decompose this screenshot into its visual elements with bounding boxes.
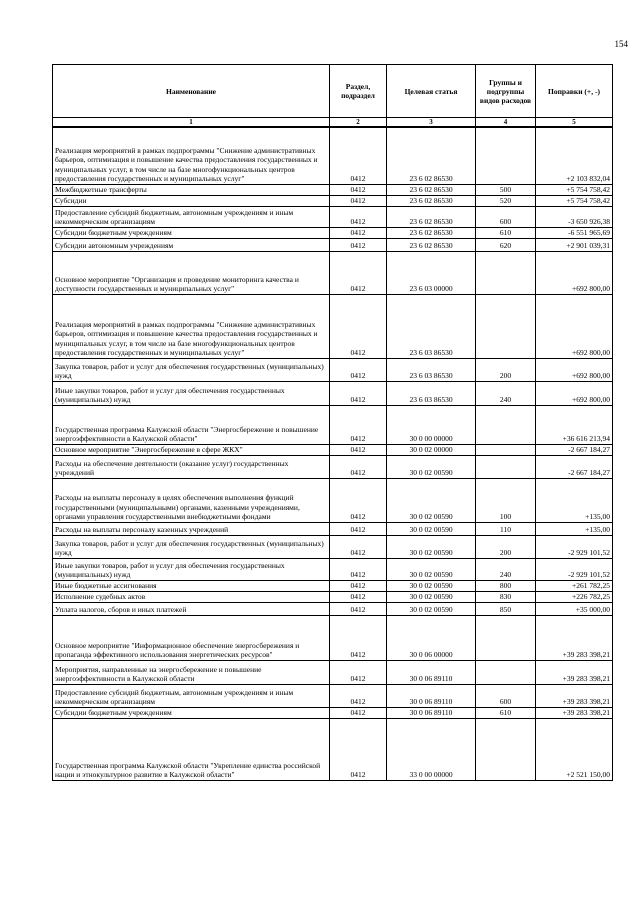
row-section: 0412 [330, 294, 387, 358]
row-section: 0412 [330, 206, 387, 227]
row-amendment-amount: +39 283 398,21 [536, 707, 613, 718]
row-amendment-amount: -2 929 101,52 [536, 558, 613, 580]
row-name: Иные бюджетные ассигнования [53, 580, 330, 591]
row-amendment-amount: -3 650 926,38 [536, 206, 613, 227]
table-row [53, 381, 613, 405]
row-target-article: 30 0 02 00590 [387, 522, 476, 535]
row-name: Расходы на выплаты персоналу казенных учреждений [53, 522, 330, 535]
row-section: 0412 [330, 184, 387, 195]
header-amendments: Поправки (+, -) [536, 65, 613, 118]
row-target-article: 23 6 02 86530 [387, 227, 476, 238]
row-name: Государственная программа Калужской области "Укрепление единства российской нации и этнокультурное развитие в Калужской области" [53, 718, 330, 780]
table-row [53, 580, 613, 591]
row-expense-group [476, 127, 536, 184]
column-number: 3 [387, 118, 476, 128]
row-section: 0412 [330, 707, 387, 718]
row-name: Основное мероприятие "Организация и проведение мониторинга качества и доступности государственных и муниципальных услуг" [53, 251, 330, 294]
row-expense-group: 830 [476, 591, 536, 602]
row-name: Основное мероприятие "Энергосбережение в сфере ЖКХ" [53, 444, 330, 455]
row-target-article: 30 0 00 00000 [387, 405, 476, 444]
row-name: Расходы на выплаты персоналу в целях обеспечения выполнения функций государственными (муниципальными) органами, казенными учреждениями, органами управления государственными внебюджетными фондами [53, 478, 330, 522]
row-expense-group [476, 718, 536, 780]
budget-amendments-table [52, 64, 613, 781]
row-expense-group [476, 251, 536, 294]
row-expense-group: 520 [476, 195, 536, 206]
row-section: 0412 [330, 381, 387, 405]
row-section: 0412 [330, 358, 387, 381]
table-header-row [53, 65, 613, 118]
page-number: 154 [614, 39, 628, 49]
table-row [53, 294, 613, 358]
row-amendment-amount: +35 000,00 [536, 602, 613, 615]
row-expense-group [476, 615, 536, 660]
row-name: Мероприятия, направленные на энергосбережение и повышение энергоэффективности в Калужской области [53, 660, 330, 684]
table-row [53, 535, 613, 558]
row-amendment-amount: +5 754 758,42 [536, 184, 613, 195]
row-target-article: 23 6 03 86530 [387, 294, 476, 358]
row-amendment-amount: +261 782,25 [536, 580, 613, 591]
table-row [53, 238, 613, 251]
row-name: Иные закупки товаров, работ и услуг для обеспечения государственных (муниципальных) нужд [53, 558, 330, 580]
row-amendment-amount: +2 521 150,00 [536, 718, 613, 780]
row-section: 0412 [330, 238, 387, 251]
row-expense-group: 610 [476, 227, 536, 238]
row-section: 0412 [330, 478, 387, 522]
row-target-article: 30 0 06 89110 [387, 707, 476, 718]
row-name: Реализация мероприятий в рамках подпрограммы "Снижение административных барьеров, оптимизация и повышение качества предоставления государственных и муниципальных услуг, в том числе на базе многофункциональных центров предоставления государственных и муниципальных услуг" [53, 127, 330, 184]
row-amendment-amount: +39 283 398,21 [536, 660, 613, 684]
row-amendment-amount: -2 667 184,27 [536, 444, 613, 455]
table-row [53, 195, 613, 206]
row-expense-group: 240 [476, 558, 536, 580]
row-name: Субсидии автономным учреждениям [53, 238, 330, 251]
column-number: 5 [536, 118, 613, 128]
row-section: 0412 [330, 535, 387, 558]
row-amendment-amount: -2 667 184,27 [536, 455, 613, 478]
row-section: 0412 [330, 405, 387, 444]
header-target-article: Целевая статья [387, 65, 476, 118]
row-target-article: 30 0 02 00590 [387, 602, 476, 615]
row-name: Реализация мероприятий в рамках подпрограммы "Снижение административных барьеров, оптимизация и повышение качества предоставления государственных и муниципальных услуг, в том числе на базе многофункциональных центров предоставления государственных и муниципальных услуг" [53, 294, 330, 358]
table-row [53, 405, 613, 444]
row-name: Закупка товаров, работ и услуг для обеспечения государственных (муниципальных) нужд [53, 535, 330, 558]
row-target-article: 23 6 02 86530 [387, 206, 476, 227]
row-expense-group [476, 294, 536, 358]
row-target-article: 30 0 02 00590 [387, 591, 476, 602]
row-amendment-amount: +2 901 039,31 [536, 238, 613, 251]
row-amendment-amount: +135,00 [536, 478, 613, 522]
row-target-article: 30 0 02 00000 [387, 444, 476, 455]
table-row [53, 251, 613, 294]
row-section: 0412 [330, 580, 387, 591]
table-row [53, 684, 613, 707]
header-name: Наименование [53, 65, 330, 118]
table-row [53, 602, 613, 615]
row-section: 0412 [330, 444, 387, 455]
table-row [53, 591, 613, 602]
table-row [53, 615, 613, 660]
table-row [53, 718, 613, 780]
row-target-article: 23 6 02 86530 [387, 238, 476, 251]
row-expense-group [476, 444, 536, 455]
row-section: 0412 [330, 660, 387, 684]
row-amendment-amount: +2 103 832,04 [536, 127, 613, 184]
row-expense-group [476, 405, 536, 444]
row-target-article: 23 6 03 86530 [387, 358, 476, 381]
row-section: 0412 [330, 615, 387, 660]
row-target-article: 23 6 02 86530 [387, 127, 476, 184]
row-section: 0412 [330, 522, 387, 535]
row-target-article: 23 6 02 86530 [387, 184, 476, 195]
row-amendment-amount: +135,00 [536, 522, 613, 535]
row-amendment-amount: +692 800,00 [536, 251, 613, 294]
row-section: 0412 [330, 591, 387, 602]
row-target-article: 30 0 06 89110 [387, 684, 476, 707]
column-number: 1 [53, 118, 330, 128]
row-expense-group: 100 [476, 478, 536, 522]
row-target-article: 23 6 02 86530 [387, 195, 476, 206]
row-amendment-amount: +39 283 398,21 [536, 615, 613, 660]
row-section: 0412 [330, 455, 387, 478]
table-row [53, 358, 613, 381]
table-row [53, 455, 613, 478]
row-name: Исполнение судебных актов [53, 591, 330, 602]
row-target-article: 30 0 02 00590 [387, 558, 476, 580]
row-amendment-amount: +5 754 758,42 [536, 195, 613, 206]
column-number-row [53, 118, 613, 128]
row-section: 0412 [330, 602, 387, 615]
table-row [53, 184, 613, 195]
row-name: Субсидии бюджетным учреждениям [53, 227, 330, 238]
header-section: Раздел, подраздел [330, 65, 387, 118]
table-row [53, 707, 613, 718]
table-body [53, 127, 613, 780]
row-name: Предоставление субсидий бюджетным, автономным учреждениям и иным некоммерческим организациям [53, 206, 330, 227]
row-expense-group: 110 [476, 522, 536, 535]
row-target-article: 30 0 02 00590 [387, 455, 476, 478]
row-amendment-amount: +692 800,00 [536, 381, 613, 405]
row-target-article: 30 0 02 00590 [387, 478, 476, 522]
row-target-article: 23 6 03 00000 [387, 251, 476, 294]
row-expense-group: 600 [476, 684, 536, 707]
header-expense-groups: Группы и подгруппы видов расходов [476, 65, 536, 118]
row-section: 0412 [330, 195, 387, 206]
row-name: Основное мероприятие "Информационное обеспечение энергосбережения и пропаганда эффективного использования энергетических ресурсов" [53, 615, 330, 660]
row-name: Расходы на обеспечение деятельности (оказание услуг) государственных учреждений [53, 455, 330, 478]
row-amendment-amount: +36 616 213,94 [536, 405, 613, 444]
column-number: 2 [330, 118, 387, 128]
row-amendment-amount: +226 782,25 [536, 591, 613, 602]
row-expense-group: 800 [476, 580, 536, 591]
row-name: Государственная программа Калужской области "Энергосбережение и повышение энергоэффективности в Калужской области" [53, 405, 330, 444]
row-expense-group: 200 [476, 535, 536, 558]
row-name: Субсидии [53, 195, 330, 206]
row-amendment-amount: -6 551 965,69 [536, 227, 613, 238]
table-row [53, 660, 613, 684]
table-row [53, 478, 613, 522]
row-amendment-amount: +39 283 398,21 [536, 684, 613, 707]
row-section: 0412 [330, 558, 387, 580]
row-name: Межбюджетные трансферты [53, 184, 330, 195]
row-amendment-amount: +692 800,00 [536, 294, 613, 358]
row-amendment-amount: -2 929 101,52 [536, 535, 613, 558]
row-section: 0412 [330, 718, 387, 780]
row-target-article: 30 0 06 00000 [387, 615, 476, 660]
row-name: Закупка товаров, работ и услуг для обеспечения государственных (муниципальных) нужд [53, 358, 330, 381]
row-name: Уплата налогов, сборов и иных платежей [53, 602, 330, 615]
row-name: Иные закупки товаров, работ и услуг для обеспечения государственных (муниципальных) нужд [53, 381, 330, 405]
row-expense-group: 610 [476, 707, 536, 718]
column-number: 4 [476, 118, 536, 128]
table-row [53, 227, 613, 238]
row-expense-group: 850 [476, 602, 536, 615]
row-target-article: 33 0 00 00000 [387, 718, 476, 780]
row-section: 0412 [330, 127, 387, 184]
row-expense-group: 200 [476, 358, 536, 381]
row-target-article: 23 6 03 86530 [387, 381, 476, 405]
table-row [53, 444, 613, 455]
row-expense-group: 600 [476, 206, 536, 227]
row-section: 0412 [330, 684, 387, 707]
row-expense-group [476, 660, 536, 684]
row-expense-group: 500 [476, 184, 536, 195]
row-section: 0412 [330, 251, 387, 294]
table-row [53, 206, 613, 227]
row-section: 0412 [330, 227, 387, 238]
row-amendment-amount: +692 800,00 [536, 358, 613, 381]
table-row [53, 522, 613, 535]
row-name: Субсидии бюджетным учреждениям [53, 707, 330, 718]
row-expense-group: 240 [476, 381, 536, 405]
row-expense-group [476, 455, 536, 478]
row-target-article: 30 0 06 89110 [387, 660, 476, 684]
table-row [53, 558, 613, 580]
table-row [53, 127, 613, 184]
row-target-article: 30 0 02 00590 [387, 580, 476, 591]
row-target-article: 30 0 02 00590 [387, 535, 476, 558]
row-expense-group: 620 [476, 238, 536, 251]
row-name: Предоставление субсидий бюджетным, автономным учреждениям и иным некоммерческим организациям [53, 684, 330, 707]
